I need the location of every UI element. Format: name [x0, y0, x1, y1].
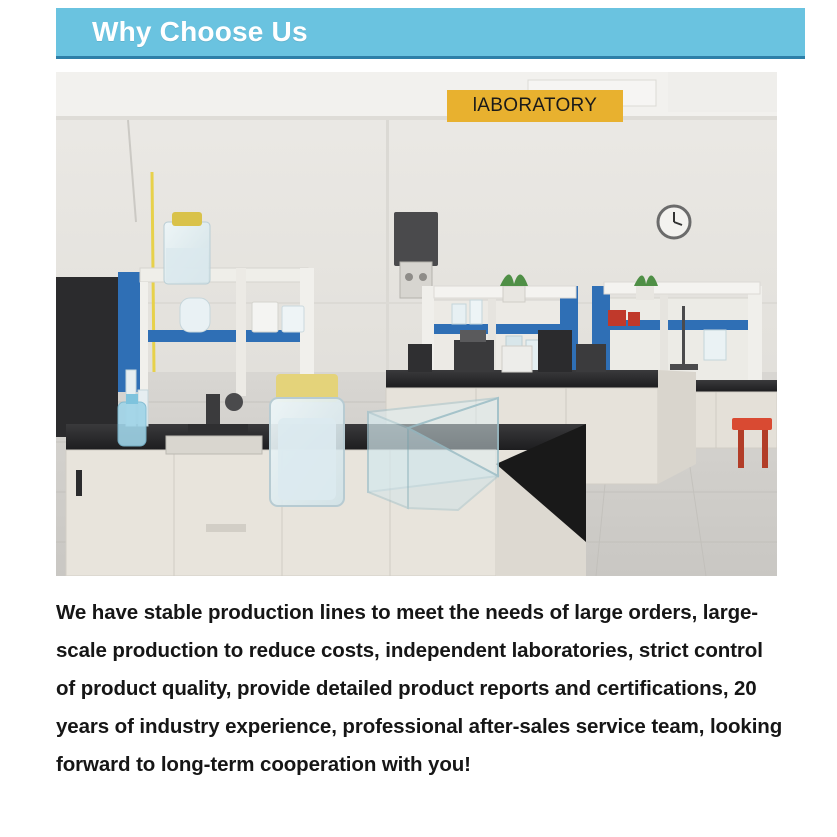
laboratory-interior-photo: [56, 72, 777, 576]
photo-caption-label: lABORATORY: [472, 95, 598, 116]
section-header-bar: [56, 8, 805, 56]
description-paragraph: We have stable production lines to meet the needs of large orders, large-scale production to reduce costs, independent laboratories, strict control of product quality, provide detailed product reports and certifications, 20 years of industry experience, professional after-sales service team, looking forward to long-term cooperation with you!: [56, 601, 783, 776]
laboratory-photo-artwork: [56, 72, 777, 576]
page-title: Why Choose Us: [92, 16, 308, 47]
header-underline-divider: [56, 56, 805, 59]
photo-caption-tag: [447, 90, 623, 122]
